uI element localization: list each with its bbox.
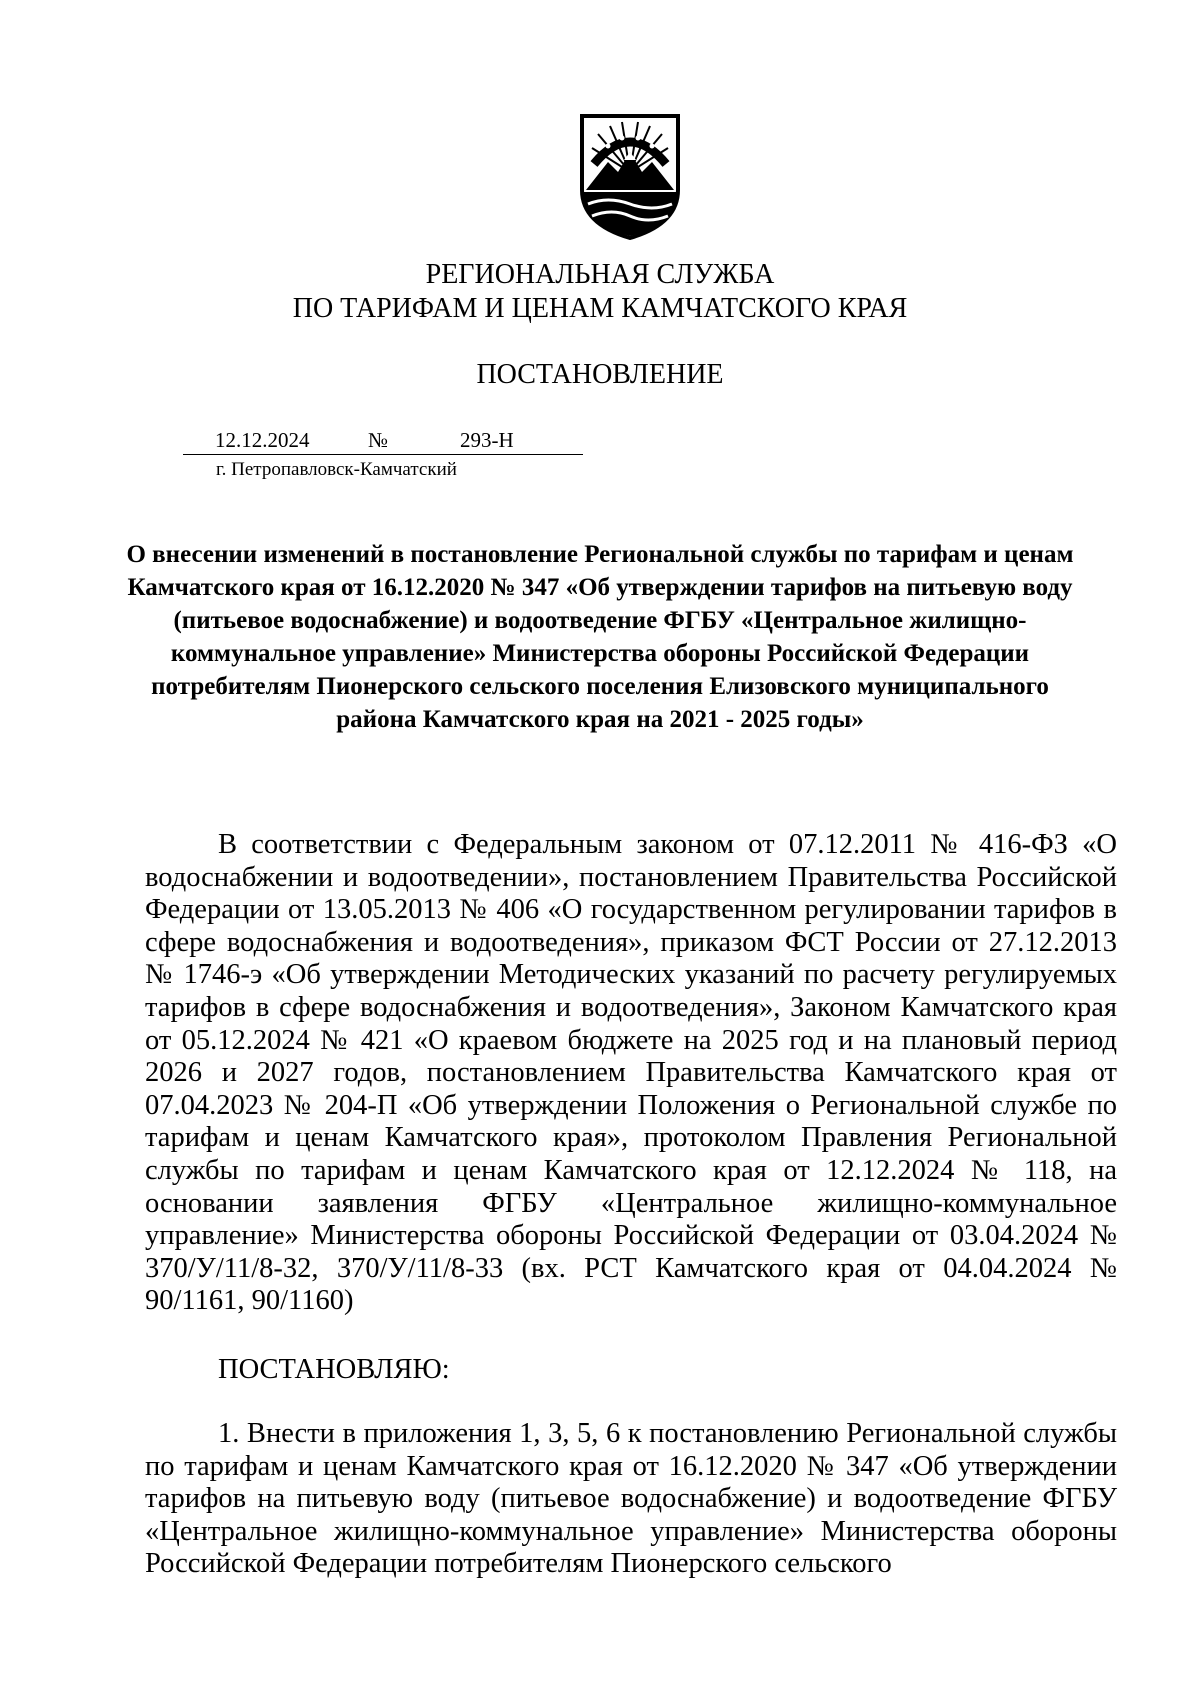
number-sign: № (368, 428, 389, 452)
preamble-paragraph: В соответствии с Федеральным законом от 07.12.2011 № 416-ФЗ «О водоснабжении и водоотведении», постановлением Правительства Российской Федерации от 13.05.2013 № 406 «О государственном регулировании тарифов в сфере водоснабжения и водоотведения», приказом ФСТ России от 27.12.2013 № 1746-э «Об утверждении Методических указаний по расчету регулируемых тарифов в сфере водоснабжения и водоотведения», Законом Камчатского края от 05.12.2024 № 421 «О краевом бюджете на 2025 год и на плановый период 2026 и 2027 годов, постановлением Правительства Камчатского края от 07.04.2023 № 204-П «Об утверждении Положения о Региональной службе по тарифам и ценам Камчатского края», протоколом Правления Региональной службы по тарифам и ценам Камчатского края от 12.12.2024 № 118, на основании заявления ФГБУ «Центральное жилищно-коммунальное управление» Министерства обороны Российской Федерации от 03.04.2024 № 370/У/11/8-32, 370/У/11/8-33 (вх. РСТ Камчатского края от 04.04.2024 № 90/1161, 90/1160) (145, 829, 1117, 1317)
document-number: 293-Н (460, 428, 514, 452)
organization-name-line-1: РЕГИОНАЛЬНАЯ СЛУЖБА (425, 259, 775, 290)
registration-line (183, 426, 583, 455)
document-title: О внесении изменений в постановление Региональной службы по тарифам и ценам Камчатского края от 16.12.2020 № 347 «Об утверждении тарифов на питьевую воду (питьевое водоснабжение) и водоотведение ФГБУ «Центральное жилищно-коммунальное управление» Министерства обороны Российской Федерации потребителям Пионерского сельского поселения Елизовского муниципального района Камчатского края на 2021 - 2025 годы» (126, 541, 1074, 733)
document-city: г. Петропавловск-Камчатский (216, 459, 457, 480)
item-1-paragraph: 1. Внести в приложения 1, 3, 5, 6 к постановлению Региональной службы по тарифам и ценам Камчатского края от 16.12.2020 № 347 «Об утверждении тарифов на питьевую воду (питьевое водоснабжение) и водоотведение ФГБУ «Центральное жилищно-коммунальное управление» Министерства обороны Российской Федерации потребителям Пионерского сельского (145, 1418, 1117, 1580)
document-type: ПОСТАНОВЛЕНИЕ (476, 359, 724, 390)
organization-name-line-2: ПО ТАРИФАМ И ЦЕНАМ КАМЧАТСКОГО КРАЯ (292, 293, 908, 324)
decree-word: ПОСТАНОВЛЯЮ: (218, 1354, 450, 1385)
document-date: 12.12.2024 (215, 428, 310, 452)
kamchatka-coat-of-arms-icon (578, 112, 682, 240)
